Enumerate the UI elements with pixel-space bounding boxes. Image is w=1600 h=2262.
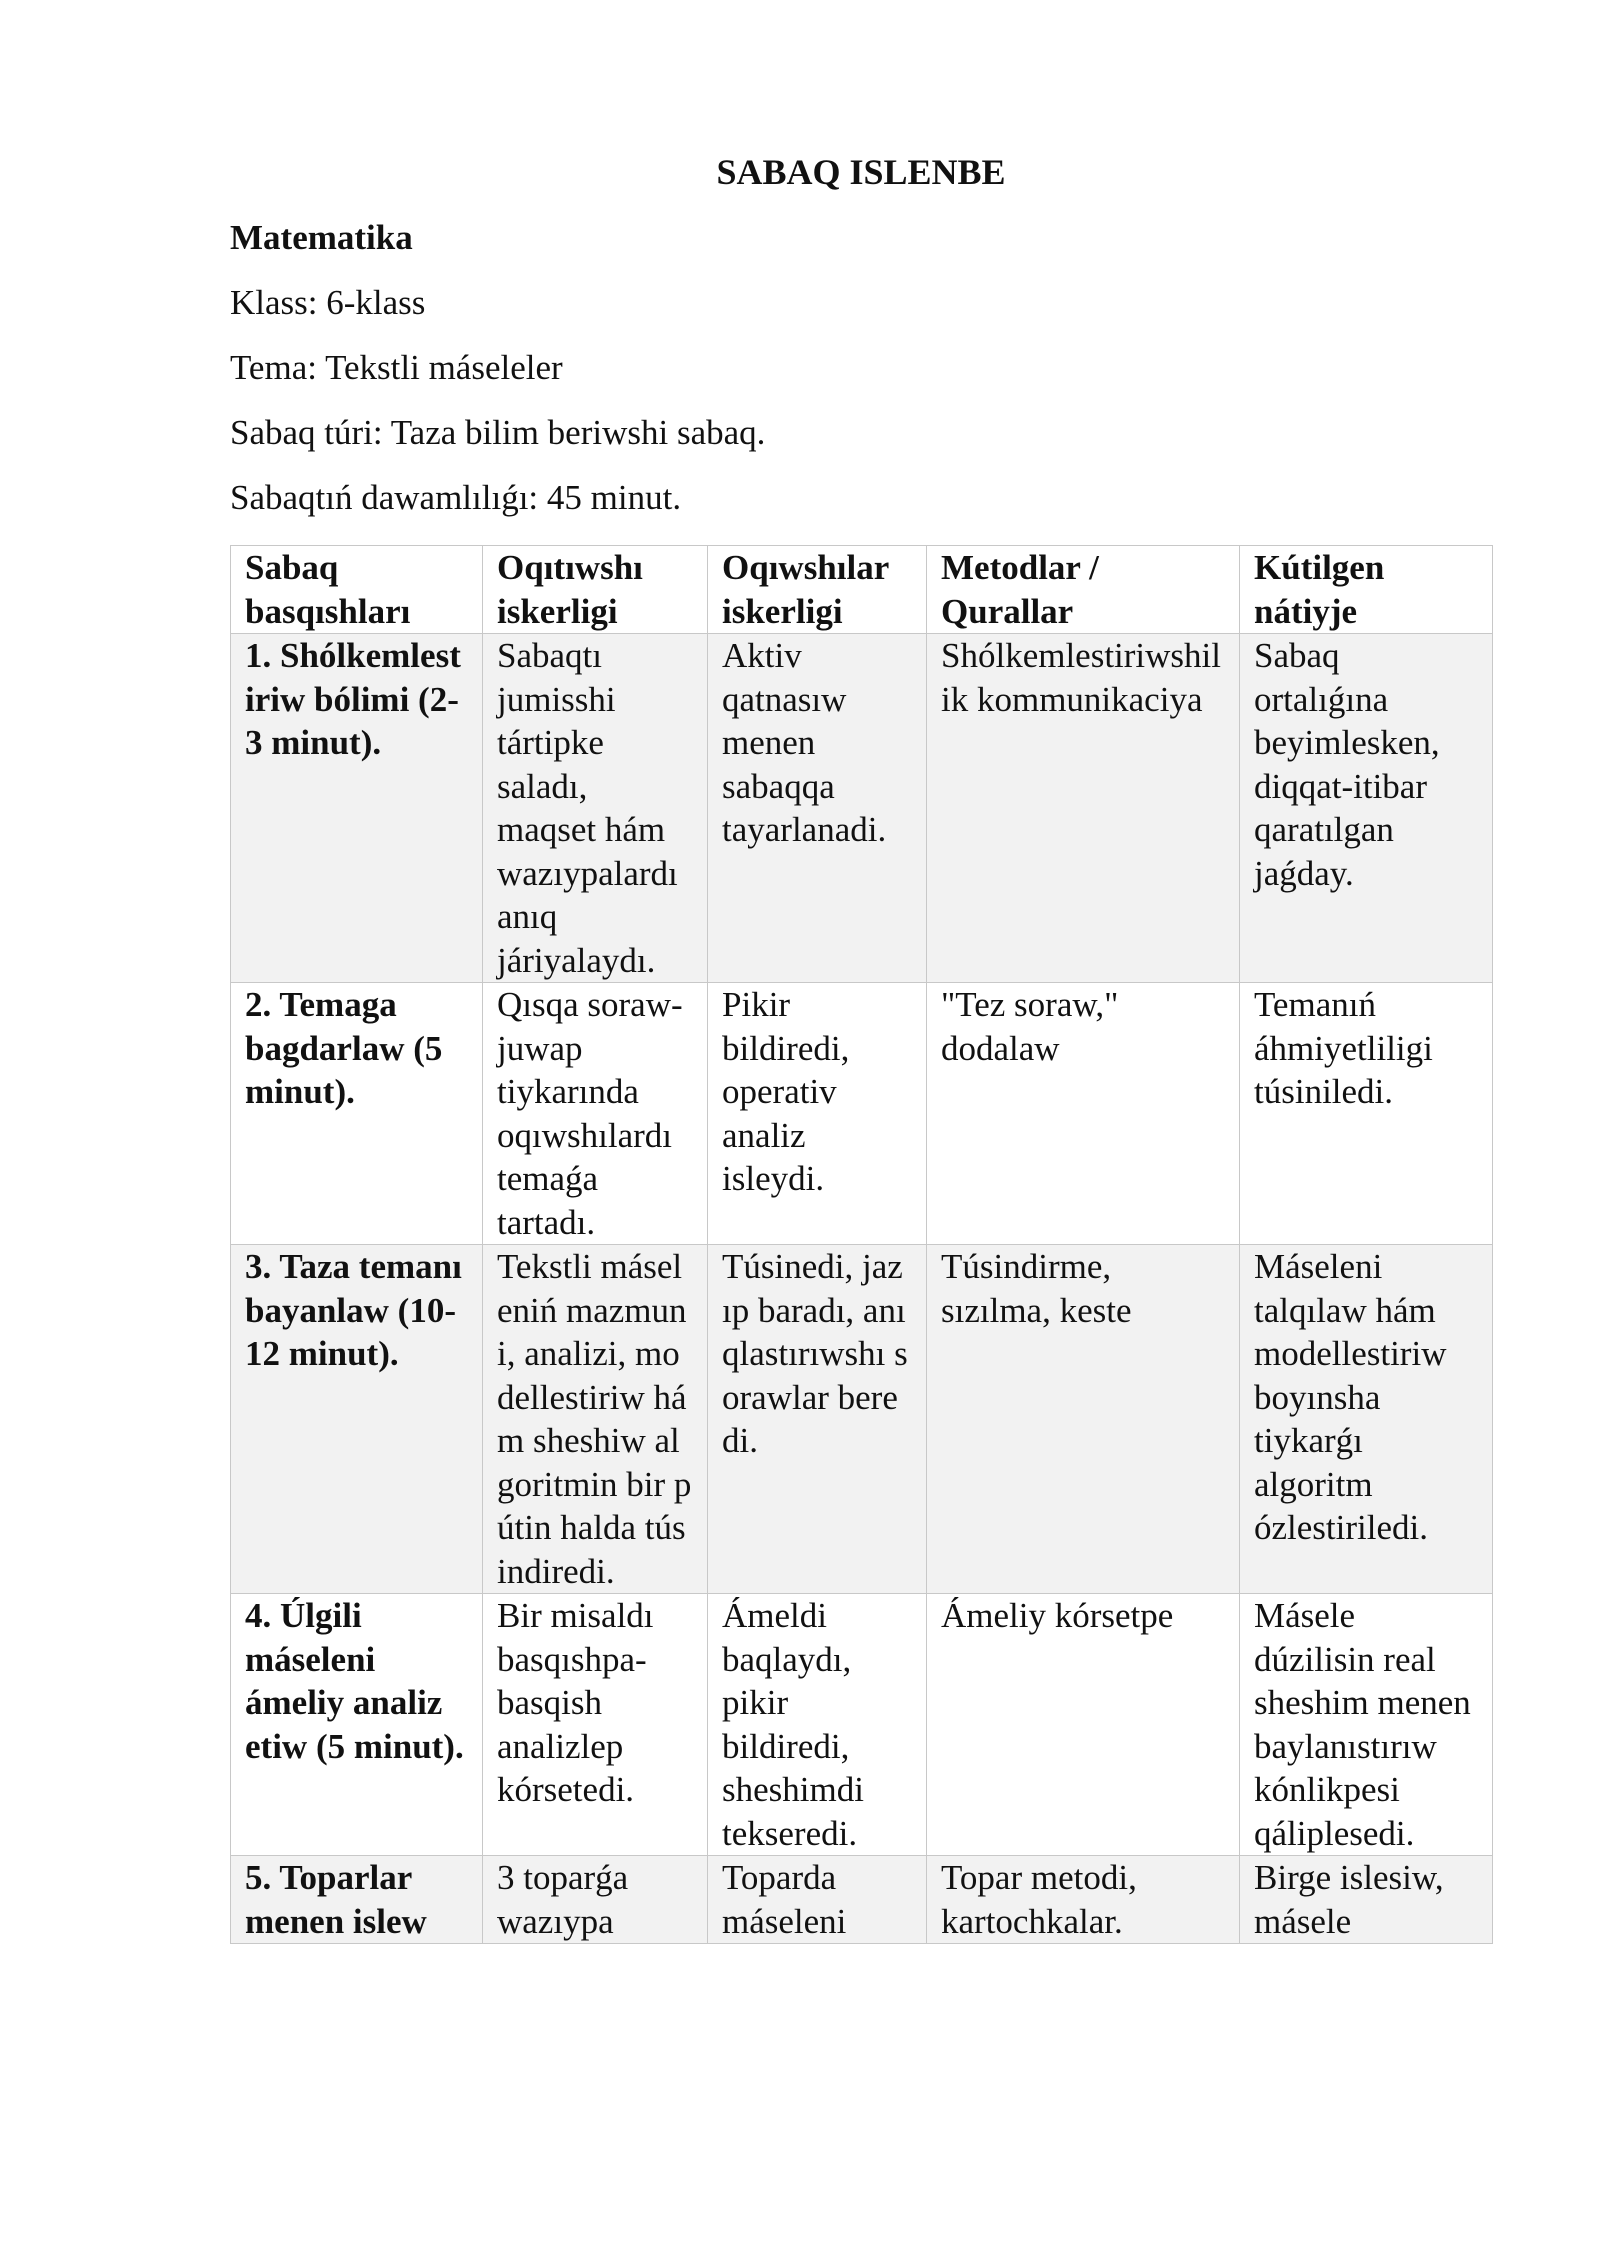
table-row (231, 1594, 1493, 1856)
teacher-activity-cell: Qısqa soraw-juwap tiykarında oqıwshılardı temaǵa tartadı. (483, 983, 708, 1245)
methods-cell: Ámeliy kórsetpe (927, 1594, 1240, 1856)
student-activity-cell: Aktiv qatnasıw menen sabaqqa tayarlanadi. (708, 634, 927, 983)
expected-result-cell: Máseleni talqılaw hám modellestiriw boyınsha tiykarǵı algoritm ózlestiriledi. (1240, 1245, 1493, 1594)
methods-cell: Túsindirme, sızılma, keste (927, 1245, 1240, 1594)
class-line: Klass: 6-klass (230, 283, 426, 322)
teacher-activity-cell: Tekstli máseleniń mazmuni, analizi, modellestiriw hám sheshiw algoritmin bir pútin halda túsindiredi. (483, 1245, 708, 1594)
student-activity-cell: Toparda máseleni (708, 1856, 927, 1944)
methods-cell: "Tez soraw," dodalaw (927, 983, 1240, 1245)
header-stages: Sabaq basqıshları (231, 546, 483, 634)
header-expected-result: Kútilgen nátiyje (1240, 546, 1493, 634)
student-activity-cell: Pikir bildiredi, operativ analiz isleydi. (708, 983, 927, 1245)
stage-cell: 4. Úlgili máseleni ámeliy analiz etiw (5 minut). (231, 1594, 483, 1856)
header-teacher-activity: Oqıtıwshı iskerligi (483, 546, 708, 634)
document-title: SABAQ ISLENBE (716, 152, 1006, 192)
topic-line: Tema: Tekstli máseleler (230, 348, 563, 387)
table-row (231, 1245, 1493, 1594)
header-methods-tools: Metodlar / Qurallar (927, 546, 1240, 634)
table-row (231, 983, 1493, 1245)
lesson-plan-table (230, 545, 1493, 1944)
table-header-row (231, 546, 1493, 634)
expected-result-cell: Sabaq ortalıǵına beyimlesken, diqqat-itibar qaratılgan jaǵday. (1240, 634, 1493, 983)
table-row (231, 1856, 1493, 1944)
table-row (231, 634, 1493, 983)
teacher-activity-cell: 3 toparǵa wazıypa (483, 1856, 708, 1944)
stage-cell: 3. Taza temanı bayanlaw (10-12 minut). (231, 1245, 483, 1594)
teacher-activity-cell: Sabaqtı jumisshi tártipke saladı, maqset hám wazıypalardı anıq járiyalaydı. (483, 634, 708, 983)
lesson-type-line: Sabaq túri: Taza bilim beriwshi sabaq. (230, 413, 766, 452)
lesson-duration-line: Sabaqtıń dawamlılıǵı: 45 minut. (230, 478, 682, 517)
expected-result-cell: Másele dúzilisin real sheshim menen baylanıstırıw kónlikpesi qáliplesedi. (1240, 1594, 1493, 1856)
expected-result-cell: Temanıń áhmiyetliligi túsiniledi. (1240, 983, 1493, 1245)
stage-cell: 2. Temaga bagdarlaw (5 minut). (231, 983, 483, 1245)
expected-result-cell: Birge islesiw, másele (1240, 1856, 1493, 1944)
stage-cell: 5. Toparlar menen islew (231, 1856, 483, 1944)
methods-cell: Shólkemlestiriwshilik kommunikaciya (927, 634, 1240, 983)
subject-line: Matematika (230, 218, 413, 257)
teacher-activity-cell: Bir misaldı basqıshpa-basqish analizlep kórsetedi. (483, 1594, 708, 1856)
stage-cell: 1. Shólkemlestiriw bólimi (2-3 minut). (231, 634, 483, 983)
student-activity-cell: Túsinedi, jazıp baradı, anıqlastırıwshı sorawlar beredi. (708, 1245, 927, 1594)
header-student-activity: Oqıwshılar iskerligi (708, 546, 927, 634)
student-activity-cell: Ámeldi baqlaydı, pikir bildiredi, sheshimdi tekseredi. (708, 1594, 927, 1856)
methods-cell: Topar metodi, kartochkalar. (927, 1856, 1240, 1944)
